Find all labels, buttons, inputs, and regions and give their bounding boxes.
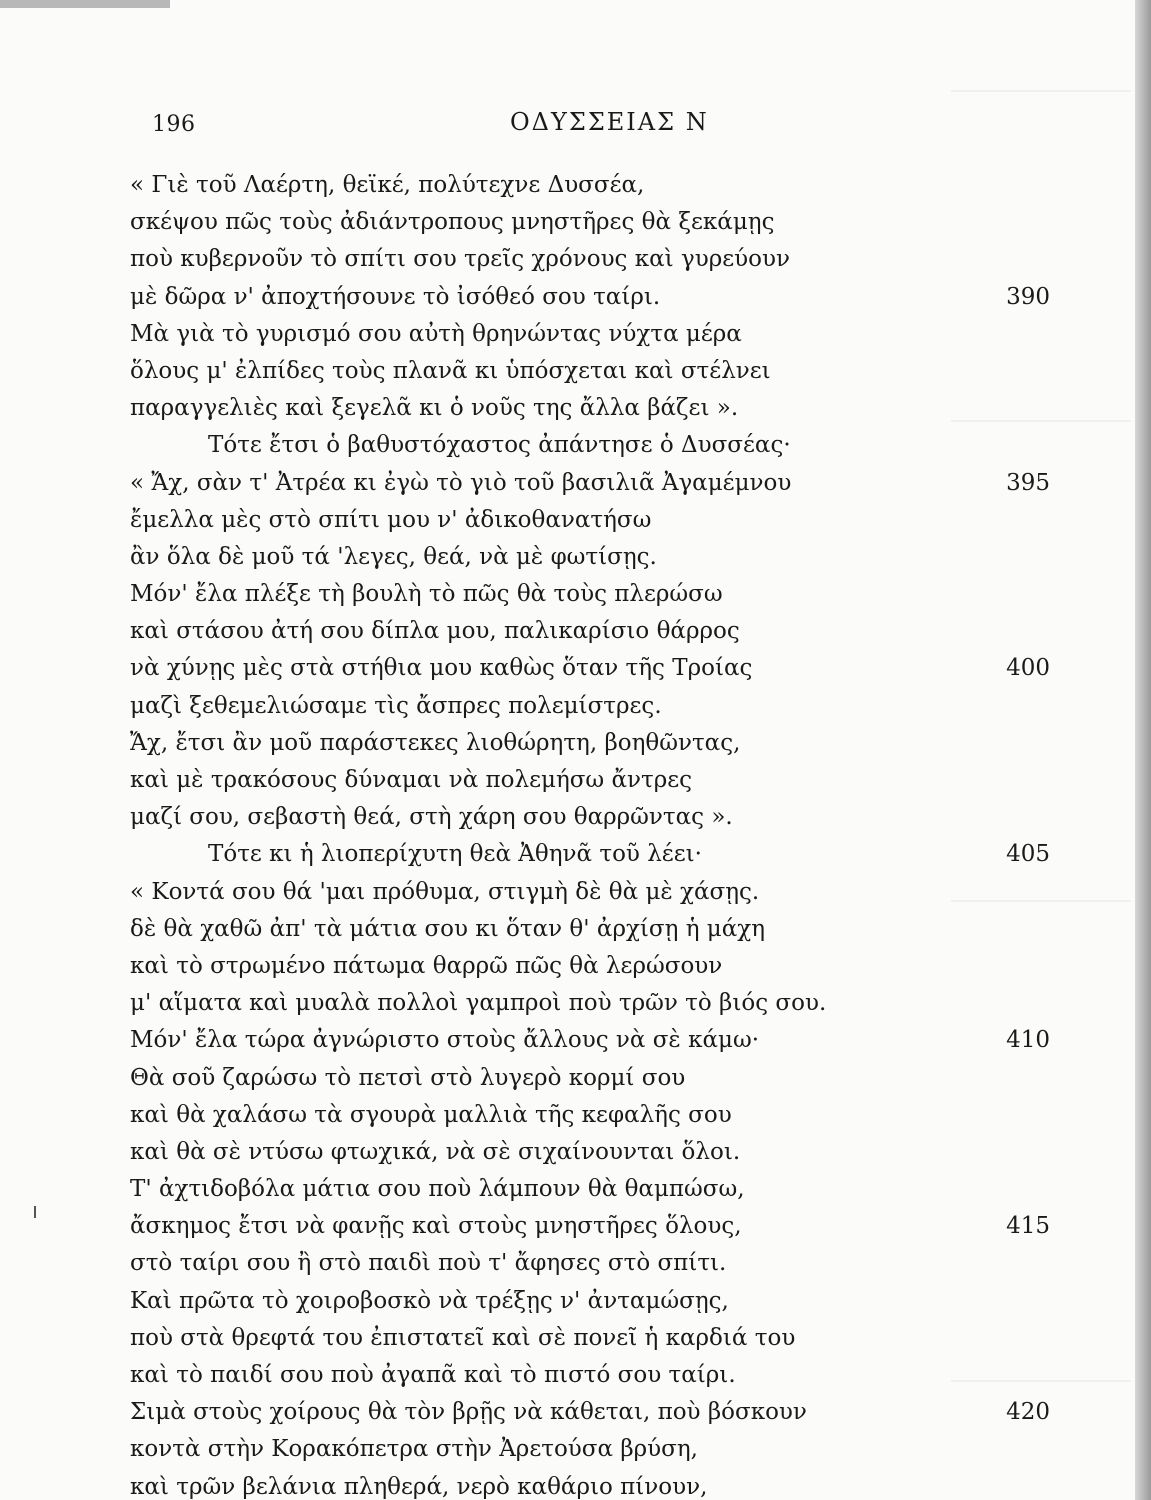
- verse-line: [130, 539, 1050, 576]
- verse-text: Θὰ σοῦ ζαρώσω τὸ πετσὶ στὸ λυγερὸ κορμί σου: [130, 1064, 686, 1091]
- line-number: 395: [1006, 469, 1050, 496]
- verse-line: [130, 1060, 1050, 1097]
- verse-line: [130, 204, 1050, 241]
- verse-line: [130, 316, 1050, 353]
- verse-text: Καὶ πρῶτα τὸ χοιροβοσκὸ νὰ τρέξῃς ν' ἀνταμώσῃς,: [130, 1287, 729, 1314]
- verse-text: δὲ θὰ χαθῶ ἀπ' τὰ μάτια σου κι ὅταν θ' ἀρχίσῃ ἡ μάχη: [130, 915, 765, 942]
- verse-line: [130, 725, 1050, 762]
- running-head: ΟΔΥΣΣΕΙΑΣ Ν: [510, 108, 709, 136]
- verse-line: [130, 1208, 1050, 1245]
- verse-line: [130, 1357, 1050, 1394]
- verse-text: ἂν ὅλα δὲ μοῦ τά 'λεγες, θεά, νὰ μὲ φωτίσῃς.: [130, 543, 657, 570]
- verse-line: [130, 613, 1050, 650]
- verse-text: Μόν' ἔλα πλέξε τὴ βουλὴ τὸ πῶς θὰ τοὺς πλερώσω: [130, 581, 723, 608]
- verse-line: [130, 465, 1050, 502]
- stray-mark: [34, 1206, 36, 1218]
- verse-line: [130, 502, 1050, 539]
- verse-line: [130, 836, 1050, 873]
- verse-text: μὲ δῶρα ν' ἀποχτήσουνε τὸ ἰσόθεό σου ταίρι.: [130, 283, 661, 310]
- verse-text: καὶ στάσου ἀτή σου δίπλα μου, παλικαρίσιο θάρρος: [130, 618, 740, 645]
- verse-text: ὅλους μ' ἐλπίδες τοὺς πλανᾶ κι ὑπόσχεται καὶ στέλνει: [130, 357, 771, 384]
- verse-text: ποὺ κυβερνοῦν τὸ σπίτι σου τρεῖς χρόνους καὶ γυρεύουν: [130, 246, 790, 273]
- verse-text: στὸ ταίρι σου ἢ στὸ παιδὶ ποὺ τ' ἄφησες στὸ σπίτι.: [130, 1250, 727, 1277]
- verse-text: νὰ χύνῃς μὲς στὰ στήθια μου καθὼς ὅταν τῆς Τροίας: [130, 655, 753, 682]
- verse-text: παραγγελιὲς καὶ ξεγελᾶ κι ὁ νοῦς της ἄλλα βάζει ».: [130, 395, 739, 422]
- verse-text: Μὰ γιὰ τὸ γυρισμό σου αὐτὴ θρηνώντας νύχτα μέρα: [130, 320, 742, 347]
- poem-body: [130, 167, 1050, 1500]
- verse-line: [130, 650, 1050, 687]
- verse-text: Σιμὰ στοὺς χοίρους θὰ τὸν βρῇς νὰ κάθεται, ποὺ βόσκουν: [130, 1399, 807, 1426]
- verse-line: [130, 688, 1050, 725]
- verse-text: « Κοντά σου θά 'μαι πρόθυμα, στιγμὴ δὲ θὰ μὲ χάσῃς.: [130, 878, 760, 905]
- verse-line: [130, 241, 1050, 278]
- line-number: 390: [1006, 283, 1050, 310]
- verse-text: ποὺ στὰ θρεφτά του ἐπιστατεῖ καὶ σὲ πονεῖ ἡ καρδιά του: [130, 1324, 796, 1351]
- verse-text: καὶ τὸ στρωμένο πάτωμα θαρρῶ πῶς θὰ λερώσουν: [130, 952, 723, 979]
- verse-line: [130, 762, 1050, 799]
- scan-top-edge: [0, 0, 170, 8]
- verse-text: μ' αἵματα καὶ μυαλὰ πολλοὶ γαμπροὶ ποὺ τρῶν τὸ βιός σου.: [130, 990, 827, 1017]
- verse-text: « Γιὲ τοῦ Λαέρτη, θεϊκέ, πολύτεχνε Δυσσέα,: [130, 172, 645, 198]
- verse-line: [130, 874, 1050, 911]
- line-number: 400: [1006, 655, 1050, 682]
- verse-line: [130, 1431, 1050, 1468]
- verse-line: [130, 427, 1050, 464]
- verse-text: « Ἄχ, σὰν τ' Ἀτρέα κι ἐγὼ τὸ γιὸ τοῦ βασιλιᾶ Ἀγαμέμνου: [130, 469, 792, 496]
- verse-line: [130, 1283, 1050, 1320]
- verse-line: [130, 1469, 1050, 1500]
- verse-line: [130, 911, 1050, 948]
- line-number: 420: [1006, 1399, 1050, 1426]
- verse-text: Τότε κι ἡ λιοπερίχυτη θεὰ Ἀθηνᾶ τοῦ λέει·: [208, 841, 702, 868]
- scan-right-edge: [1135, 0, 1151, 1500]
- bleed-through: [951, 90, 1131, 92]
- verse-text: καὶ θὰ χαλάσω τὰ σγουρὰ μαλλιὰ τῆς κεφαλῆς σου: [130, 1101, 732, 1128]
- verse-text: ἄσκημος ἔτσι νὰ φανῇς καὶ στοὺς μνηστῆρες ὅλους,: [130, 1213, 742, 1240]
- verse-text: καὶ μὲ τρακόσους δύναμαι νὰ πολεμήσω ἄντρες: [130, 767, 693, 793]
- verse-line: [130, 1134, 1050, 1171]
- verse-text: μαζὶ ξεθεμελιώσαμε τὶς ἄσπρες πολεμίστρες.: [130, 692, 662, 719]
- verse-text: Μόν' ἔλα τώρα ἀγνώριστο στοὺς ἄλλους νὰ σὲ κάμω·: [130, 1027, 760, 1054]
- verse-text: καὶ τὸ παιδί σου ποὺ ἀγαπᾶ καὶ τὸ πιστό σου ταίρι.: [130, 1362, 736, 1388]
- verse-text: σκέψου πῶς τοὺς ἀδιάντροπους μνηστῆρες θὰ ξεκάμῃς: [130, 209, 775, 236]
- verse-line: [130, 390, 1050, 427]
- line-number: 410: [1006, 1027, 1050, 1054]
- verse-text: Ἄχ, ἔτσι ἂν μοῦ παράστεκες λιοθώρητη, βοηθῶντας,: [130, 729, 741, 756]
- verse-line: [130, 279, 1050, 316]
- verse-line: [130, 1171, 1050, 1208]
- verse-line: [130, 948, 1050, 985]
- verse-text: Τότε ἔτσι ὁ βαθυστόχαστος ἀπάντησε ὁ Δυσσέας·: [208, 432, 791, 459]
- verse-text: καὶ τρῶν βελάνια πληθερά, νερὸ καθάριο πίνουν,: [130, 1473, 708, 1500]
- line-number: 415: [1006, 1213, 1050, 1240]
- page-number: 196: [152, 112, 196, 137]
- verse-line: [130, 1022, 1050, 1059]
- verse-line: [130, 799, 1050, 836]
- verse-text: Τ' ἀχτιδοβόλα μάτια σου ποὺ λάμπουν θὰ θαμπώσω,: [130, 1176, 745, 1203]
- verse-line: [130, 1245, 1050, 1282]
- verse-text: καὶ θὰ σὲ ντύσω φτωχικά, νὰ σὲ σιχαίνουνται ὅλοι.: [130, 1138, 741, 1165]
- verse-line: [130, 353, 1050, 390]
- line-number: 405: [1006, 841, 1050, 868]
- verse-text: ἔμελλα μὲς στὸ σπίτι μου ν' ἀδικοθανατήσω: [130, 506, 652, 533]
- verse-line: [130, 985, 1050, 1022]
- verse-line: [130, 576, 1050, 613]
- verse-line: [130, 1097, 1050, 1134]
- verse-line: [130, 1394, 1050, 1431]
- verse-text: κοντὰ στὴν Κορακόπετρα στὴν Ἀρετούσα βρύση,: [130, 1436, 698, 1463]
- verse-line: [130, 1320, 1050, 1357]
- verse-line: [130, 167, 1050, 204]
- verse-text: μαζί σου, σεβαστὴ θεά, στὴ χάρη σου θαρρῶντας ».: [130, 804, 733, 831]
